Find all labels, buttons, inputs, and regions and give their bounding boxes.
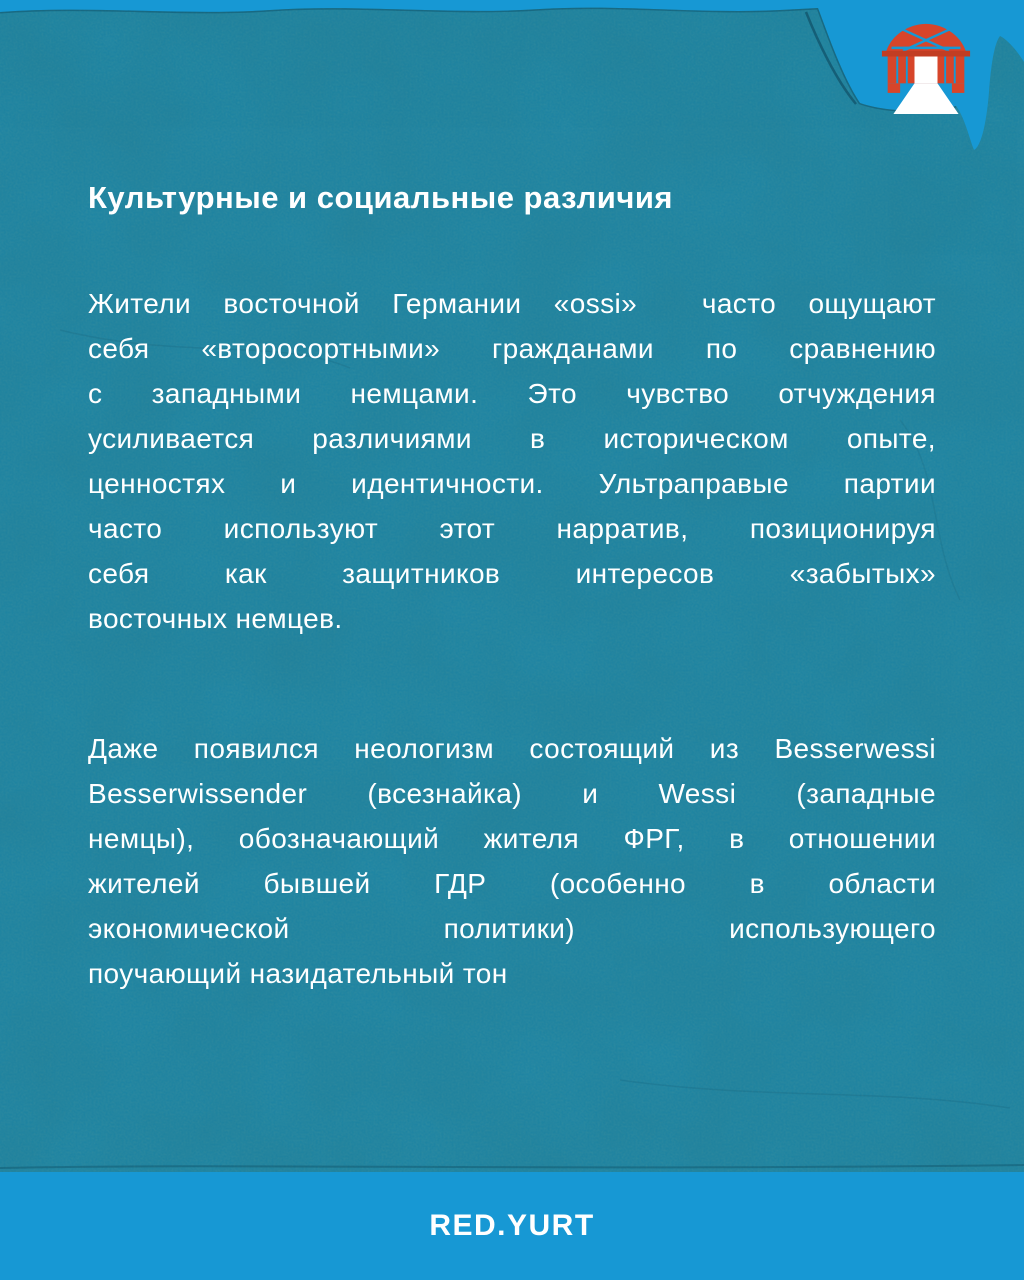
text-line: Besserwissender (всезнайка) и Wessi (западные xyxy=(88,778,936,809)
text-line: усиливается различиями в историческом опыте, xyxy=(88,423,936,454)
brand-label: RED.YURT xyxy=(429,1209,595,1242)
text-line: восточных немцев. xyxy=(88,603,343,634)
text-line: жителей бывшей ГДР (особенно в области xyxy=(88,868,936,899)
text-line: Даже появился неологизм состоящий из Besserwessi xyxy=(88,733,936,764)
paragraph-neologism xyxy=(88,726,936,996)
text-line: немцы), обозначающий жителя ФРГ, в отношении xyxy=(88,823,936,854)
text-line: себя как защитников интересов «забытых» xyxy=(88,558,936,589)
text-line: поучающий назидательный тон xyxy=(88,958,508,989)
footer-bar xyxy=(0,1172,1024,1280)
text-line: ценностях и идентичности. Ультраправые партии xyxy=(88,468,936,499)
page-title: Культурные и социальные различия xyxy=(88,180,674,215)
text-line: часто используют этот нарратив, позиционируя xyxy=(88,513,936,544)
text-line: Жители восточной Германии «ossi» часто ощущают xyxy=(88,288,936,319)
text-line: с западными немцами. Это чувство отчуждения xyxy=(88,378,936,409)
paragraph-cultural-differences xyxy=(88,281,936,641)
text-line: себя «второсортными» гражданами по сравнению xyxy=(88,333,936,364)
text-line: экономической политики) использующего xyxy=(88,913,936,944)
red-yurt-logo-icon xyxy=(878,22,974,114)
